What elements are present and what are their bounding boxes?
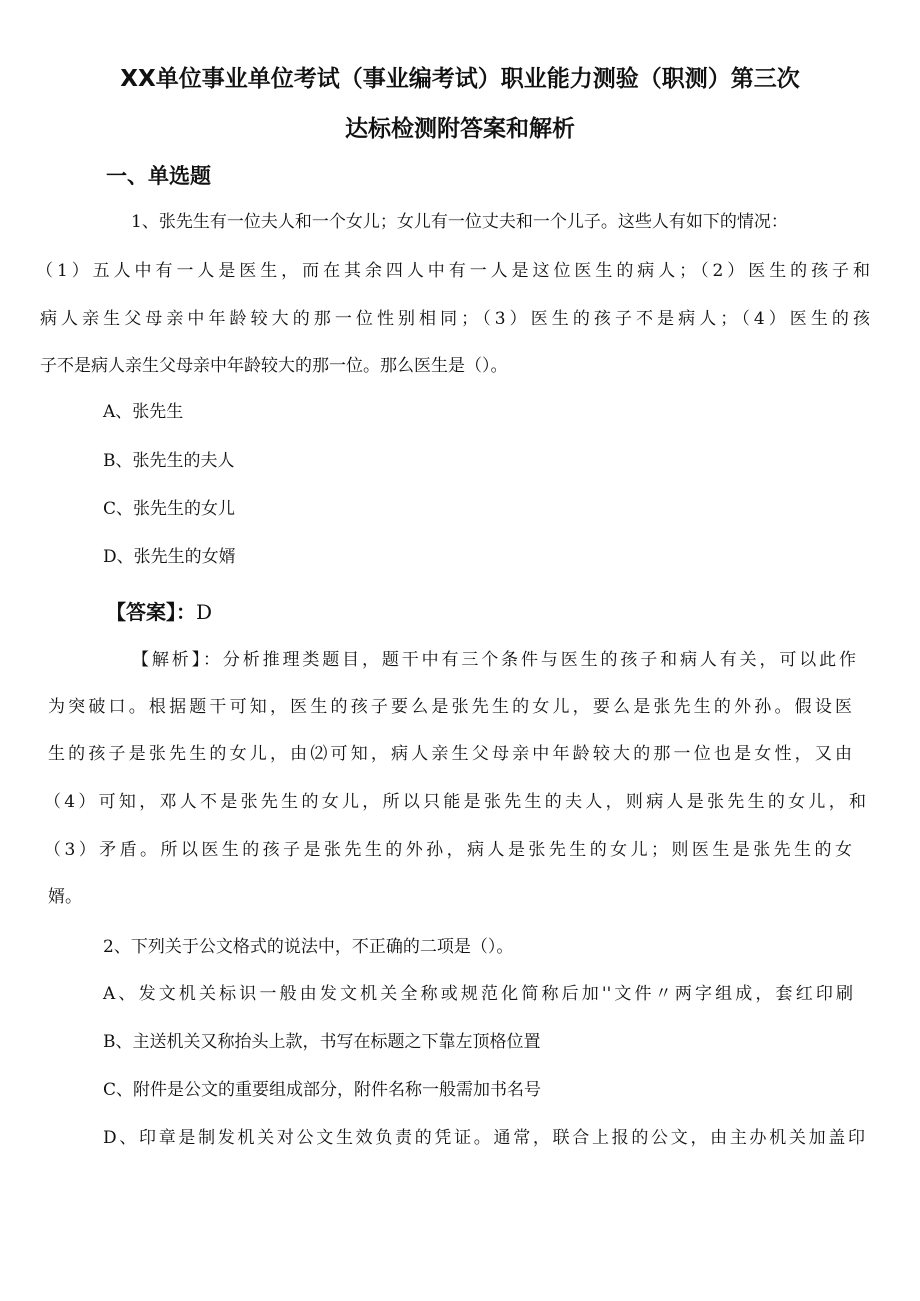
q1-option-c: C、张先生的女儿 — [103, 499, 236, 519]
q1-analysis-line-6: 婿。 — [48, 887, 82, 907]
q1-analysis-line-1: 【解析】：分析推理类题目，题干中有三个条件与医生的孩子和病人有关，可以此作 — [132, 650, 856, 670]
q1-analysis-line-2: 为突破口。根据题干可知，医生的孩子要么是张先生的女儿，要么是张先生的外孙。假设医 — [48, 697, 852, 717]
document-title-line-1: XX单位事业单位考试（事业编考试）职业能力测验（职测）第三次 — [120, 66, 800, 92]
section-heading: 一、单选题 — [106, 164, 211, 188]
q1-analysis-line-5: （3）矛盾。所以医生的孩子是张先生的外孙，病人是张先生的女儿；则医生是张先生的女 — [44, 840, 852, 860]
q1-stem-line-4: 子不是病人亲生父母亲中年龄较大的那一位。那么医生是（）。 — [40, 356, 508, 376]
q1-stem-line-1: 1、张先生有一位夫人和一个女儿；女儿有一位丈夫和一个儿子。这些人有如下的情况： — [131, 212, 788, 232]
q1-option-a: A、张先生 — [103, 402, 184, 422]
q1-option-d: D、张先生的女婿 — [103, 547, 236, 567]
q1-answer — [106, 596, 212, 625]
q2-option-c: C、附件是公文的重要组成部分，附件名称一般需加书名号 — [103, 1080, 542, 1100]
q2-option-d: D、印章是制发机关对公文生效负责的凭证。通常，联合上报的公文，由主办机关加盖印 — [103, 1128, 865, 1148]
q1-stem-line-2: （1）五人中有一人是医生，而在其余四人中有一人是这位医生的病人；（2）医生的孩子和 — [36, 261, 870, 281]
q2-option-b: B、主送机关又称抬头上款，书写在标题之下靠左顶格位置 — [103, 1032, 541, 1052]
q2-option-a: A、发文机关标识一般由发文机关全称或规范化简称后加''文件〃两字组成，套红印刷 — [103, 984, 853, 1004]
q1-analysis-line-3: 生的孩子是张先生的女儿，由⑵可知，病人亲生父母亲中年龄较大的那一位也是女性，又由 — [48, 744, 852, 764]
q2-stem: 2、下列关于公文格式的说法中，不正确的二项是（）。 — [103, 937, 514, 957]
q1-answer-label: 【答案】： — [106, 600, 196, 624]
q1-stem-line-3: 病人亲生父母亲中年龄较大的那一位性别相同；（3）医生的孩子不是病人；（4）医生的孩 — [40, 309, 870, 329]
q1-analysis-line-4: （4）可知，邓人不是张先生的女儿，所以只能是张先生的夫人，则病人是张先生的女儿，和 — [44, 792, 866, 812]
q1-answer-value: D — [196, 600, 213, 624]
document-title-line-2: 达标检测附答案和解析 — [345, 116, 575, 142]
q1-option-b: B、张先生的夫人 — [103, 451, 235, 471]
